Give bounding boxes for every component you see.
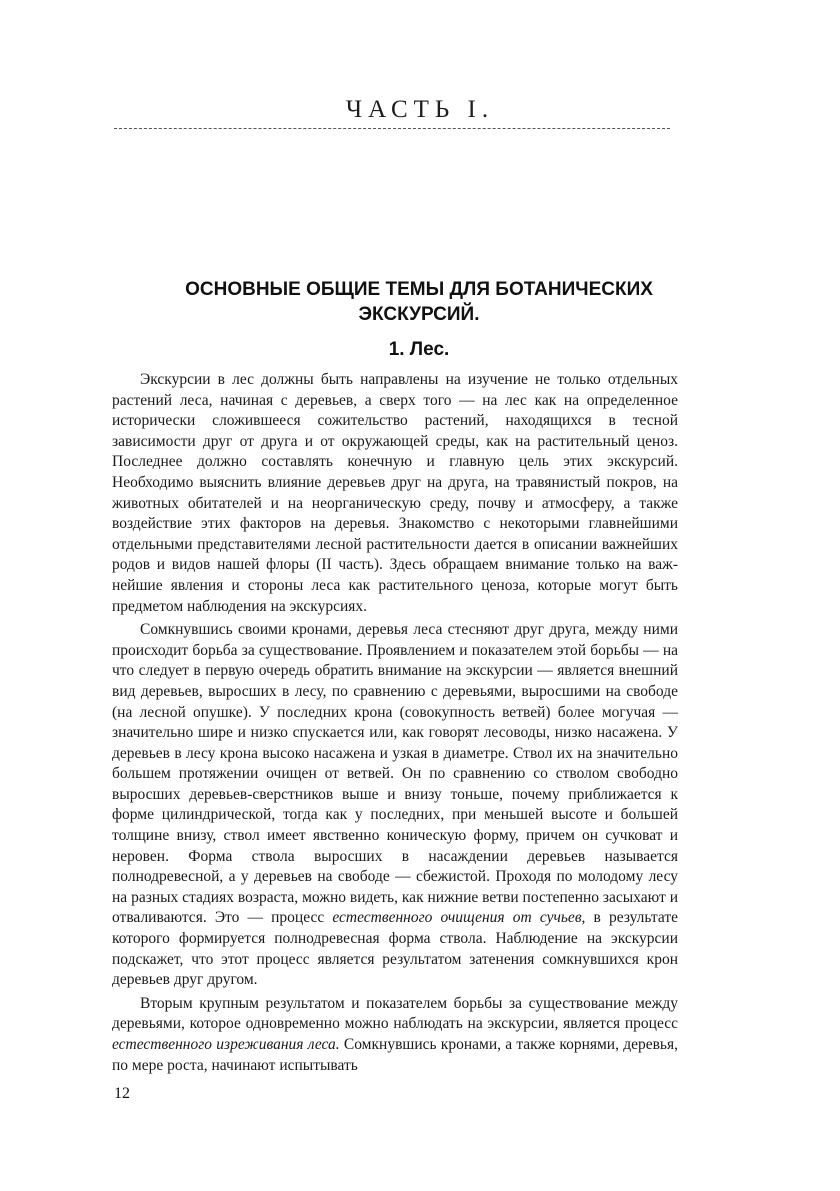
- chapter-heading: [114, 277, 724, 327]
- body-text: [112, 370, 678, 1079]
- page-number: 12: [114, 1085, 130, 1102]
- paragraph-2-text-b: , в результате которого формируется полнодревесная форма ствола. Наблюдение на экскурсии подскажет, что этот процесс является результатом затенения сомкнувшихся крон деревьев друг другом.: [112, 909, 678, 989]
- paragraph-2-emphasis: естественного очищения от сучьев: [332, 909, 582, 927]
- paragraph-3: [112, 994, 678, 1076]
- paragraph-3-text-b: Сомкнувшись кронами, а также корнями, деревья, по мере роста, начинают испытывать: [112, 1036, 678, 1074]
- heading-line-2: ЭКСКУРСИЙ.: [358, 304, 480, 325]
- paragraph-2-text-a: Сомкнувшись своими кронами, деревья леса стесняют друг друга, между ними происходит борьба за существование. Проявлением и показателем этой борьбы — на что следует в первую очередь обратить внимание на экскурсии — является внешний вид деревьев, выросших в лесу, по сравнению с деревьями, выросшими на свободе (на лесной опушке). У последних крона (совокупность ветвей) более могучая — значительно шире и низко спускается или, как говорят лесоводы, низко насажена. У деревьев в лесу крона высоко насажена и узкая в диаметре. Ствол их на значительно большем протяжении очищен от ветвей. Он по сравнению со стволом свободно выросших деревьев-сверстников выше и внизу тоньше, почему приближается к форме цилиндрической, тогда как у последних, при меньшей высоте и большей толщине внизу, ствол имеет явственно коническую форму, причем он сучковат и неровен. Форма ствола выросших в насаждении деревьев называется полнодревесной, а у деревьев на свободе — сбежистой. Проходя по молодому лесу на разных стадиях возраста, можно видеть, как нижние ветви постепенно засыхают и отваливаются. Это — процесс: [112, 621, 678, 927]
- part-title: ЧАСТЬ I.: [345, 96, 495, 123]
- paragraph-1: Экскурсии в лес должны быть направлены на изучение не только отдельных растений леса, начиная с деревьев, а сверх того — на лес как на определенное исторически сложившееся сожительство растений, находящихся в тесной зависимости друг от друга и от окружающей среды, как на растительный ценоз. Последнее должно составлять конечную и главную цель этих экскурсий. Необходимо выяснить влияние деревьев друг на друга, на травянистый покров, на животных обитателей и на неорганическую среду, почву и атмосферу, а также воздействие этих факторов на деревья. Знакомство с некоторыми главнейшими отдельными представителями лесной растительности дается в описании важнейших родов и видов нашей флоры (II часть). Здесь обращаем внимание только на важнейшие явления и стороны леса как растительного ценоза, которые могут быть предметом наблюдения на экскурсиях.: [112, 371, 678, 615]
- paragraph-3-text-a: Вторым крупным результатом и показателем борьбы за существование между деревьями, которое одновременно можно наблюдать на экскурсии, является процесс: [112, 994, 678, 1033]
- section-title: 1. Лес.: [388, 339, 450, 360]
- heading-line-1: ОСНОВНЫЕ ОБЩИЕ ТЕМЫ ДЛЯ БОТАНИЧЕСКИХ: [185, 279, 653, 300]
- paragraph-3-emphasis: естественного изреживания леса.: [112, 1036, 340, 1053]
- title-divider: [114, 128, 670, 129]
- paragraph-2: [112, 620, 678, 991]
